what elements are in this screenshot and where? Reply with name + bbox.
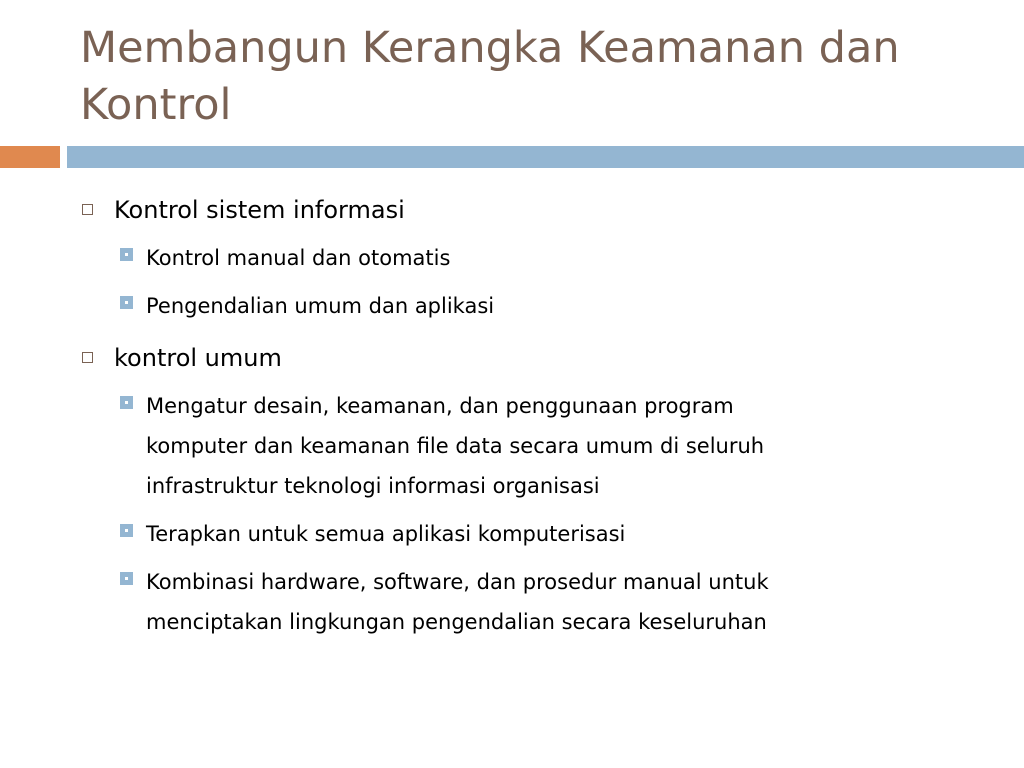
slide-title-line-2: Kontrol [80, 80, 232, 130]
bullet-level2-text-line: infrastruktur teknologi informasi organisasi [146, 474, 600, 498]
hollow-square-bullet-icon [82, 352, 93, 363]
bullet-level2-text: Kontrol manual dan otomatis [146, 246, 451, 270]
bullet-level1 [80, 190, 980, 230]
bullet-level2 [120, 514, 980, 554]
bullet-level2-text-line: menciptakan lingkungan pengendalian secara keseluruhan [146, 610, 767, 634]
bullet-level2 [120, 286, 980, 326]
bullet-level1-text: Kontrol sistem informasi [114, 196, 405, 224]
bullet-level2 [120, 238, 980, 278]
square-bullet-icon [120, 296, 133, 309]
bullet-level2-text [146, 386, 764, 506]
bullet-level1 [80, 338, 980, 378]
slide-title [80, 20, 980, 134]
hollow-square-bullet-icon [82, 204, 93, 215]
bullet-level2 [120, 386, 980, 506]
bullet-level2-text-line: Kombinasi hardware, software, dan prosedur manual untuk [146, 570, 769, 594]
accent-bar-blue [67, 146, 1024, 168]
bullet-level2-text: Pengendalian umum dan aplikasi [146, 294, 495, 318]
bullet-level2 [120, 562, 980, 642]
bullet-list [80, 190, 980, 650]
bullet-level1-text: kontrol umum [114, 344, 282, 372]
bullet-level2-text-line: Mengatur desain, keamanan, dan penggunaan program [146, 394, 734, 418]
square-bullet-icon [120, 248, 133, 261]
square-bullet-icon [120, 524, 133, 537]
bullet-level2-text [146, 562, 769, 642]
slide-title-line-1: Membangun Kerangka Keamanan dan [80, 23, 900, 73]
accent-bar-orange [0, 146, 60, 168]
bullet-level2-text: Terapkan untuk semua aplikasi komputerisasi [146, 522, 626, 546]
bullet-level2-text-line: komputer dan keamanan file data secara umum di seluruh [146, 434, 765, 458]
square-bullet-icon [120, 572, 133, 585]
square-bullet-icon [120, 396, 133, 409]
